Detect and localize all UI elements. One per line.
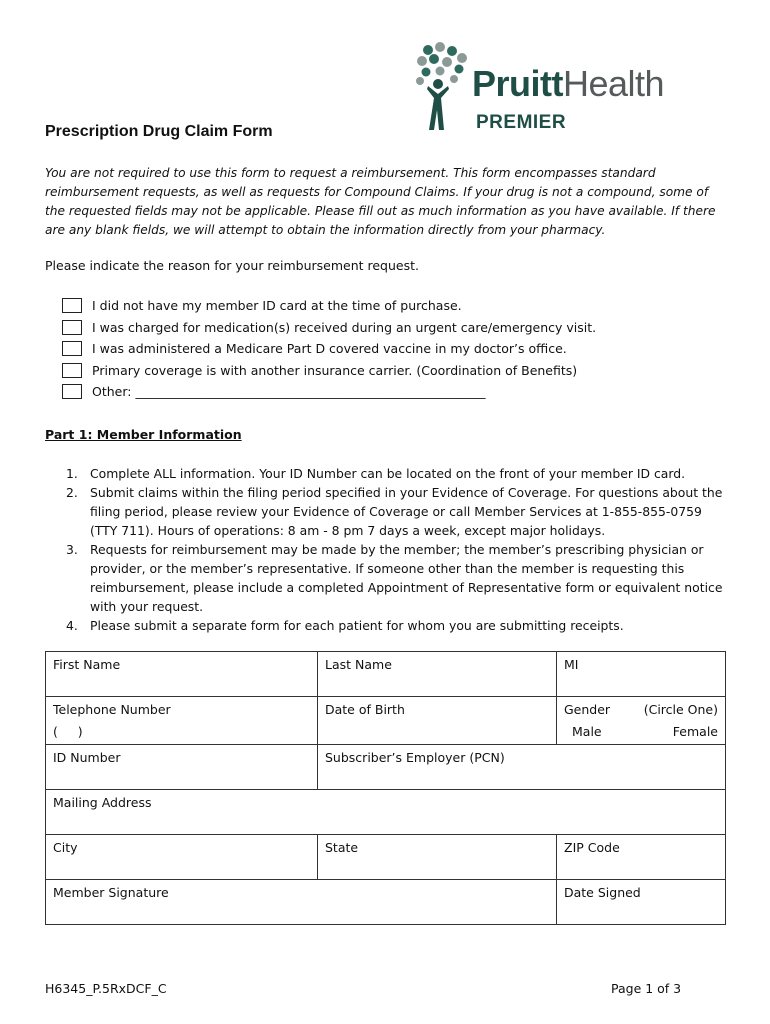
- reason-option[interactable]: [62, 317, 596, 339]
- reason-checklist: [62, 295, 596, 403]
- mi-field[interactable]: MI: [557, 652, 726, 697]
- reason-label: I did not have my member ID card at the time of purchase.: [92, 298, 462, 314]
- page-number: Page 1 of 3: [611, 981, 682, 996]
- checkbox[interactable]: [62, 384, 82, 399]
- page-title: Prescription Drug Claim Form: [45, 123, 273, 140]
- date-signed-field[interactable]: Date Signed: [557, 880, 726, 925]
- reason-prompt: Please indicate the reason for your reimbursement request.: [45, 258, 419, 273]
- id-number-field[interactable]: ID Number: [46, 745, 318, 790]
- reason-option[interactable]: [62, 381, 596, 403]
- mailing-address-field[interactable]: Mailing Address: [46, 790, 726, 835]
- reason-option[interactable]: [62, 360, 596, 382]
- first-name-field[interactable]: First Name: [46, 652, 318, 697]
- gender-female-option[interactable]: Female: [672, 724, 718, 739]
- state-field[interactable]: State: [318, 835, 557, 880]
- employer-field[interactable]: Subscriber’s Employer (PCN): [318, 745, 726, 790]
- checkbox[interactable]: [62, 363, 82, 378]
- list-item: 3. Requests for reimbursement may be made by the member; the member’s prescribing physician or provider, or the member’s representative. If someone other than the member is requesting this reimbursement, please include a completed Appointment of Representative form or equivalent notice with your request.: [66, 542, 723, 614]
- list-item: 2. Submit claims within the filing period specified in your Evidence of Coverage. For questions about the filing period, please review your Evidence of Coverage or call Member Services at 1-855-855-0759 (TTY 711). Hours of operations: 8 am - 8 pm 7 days a week, except major holidays.: [66, 485, 723, 538]
- reason-label: Primary coverage is with another insurance carrier. (Coordination of Benefits): [92, 362, 578, 378]
- signature-field[interactable]: Member Signature: [46, 880, 557, 925]
- logo-brand: PruittHealth: [472, 63, 665, 104]
- intro-paragraph: You are not required to use this form to request a reimbursement. This form encompasses standard reimbursement requests, as well as requests for Compound Claims. If your drug is not a compound, some of the requested fields may not be applicable. Please fill out as much information as you have available. If there are any blank fields, we will attempt to obtain the information directly from your pharmacy.: [45, 166, 716, 237]
- city-field[interactable]: City: [46, 835, 318, 880]
- zip-field[interactable]: ZIP Code: [557, 835, 726, 880]
- list-item: 1. Complete ALL information. Your ID Number can be located on the front of your member ID card.: [66, 466, 686, 481]
- gender-field[interactable]: Gender (Circle One) Male Female: [557, 697, 726, 745]
- gender-male-option[interactable]: Male: [572, 724, 602, 739]
- last-name-field[interactable]: Last Name: [318, 652, 557, 697]
- list-item: 4. Please submit a separate form for each patient for whom you are submitting receipts.: [66, 618, 624, 633]
- reason-option[interactable]: [62, 295, 596, 317]
- reason-label: I was administered a Medicare Part D covered vaccine in my doctor’s office.: [92, 341, 567, 357]
- instructions-list: [66, 464, 730, 635]
- telephone-field[interactable]: Telephone Number ( ): [46, 697, 318, 745]
- checkbox[interactable]: [62, 320, 82, 335]
- form-code: H6345_P.5RxDCF_C: [45, 981, 167, 996]
- logo-subtitle: PREMIER: [476, 112, 567, 133]
- part1-heading: Part 1: Member Information: [45, 427, 242, 442]
- member-info-table: [45, 651, 726, 925]
- tree-person-icon: [414, 42, 474, 134]
- dob-field[interactable]: Date of Birth: [318, 697, 557, 745]
- reason-option[interactable]: [62, 338, 596, 360]
- reason-label: I was charged for medication(s) received during an urgent care/emergency visit.: [92, 319, 597, 335]
- reason-label: Other: ________________________________________________________: [92, 384, 486, 400]
- pruitt-health-logo: [414, 42, 694, 134]
- checkbox[interactable]: [62, 341, 82, 356]
- checkbox[interactable]: [62, 298, 82, 313]
